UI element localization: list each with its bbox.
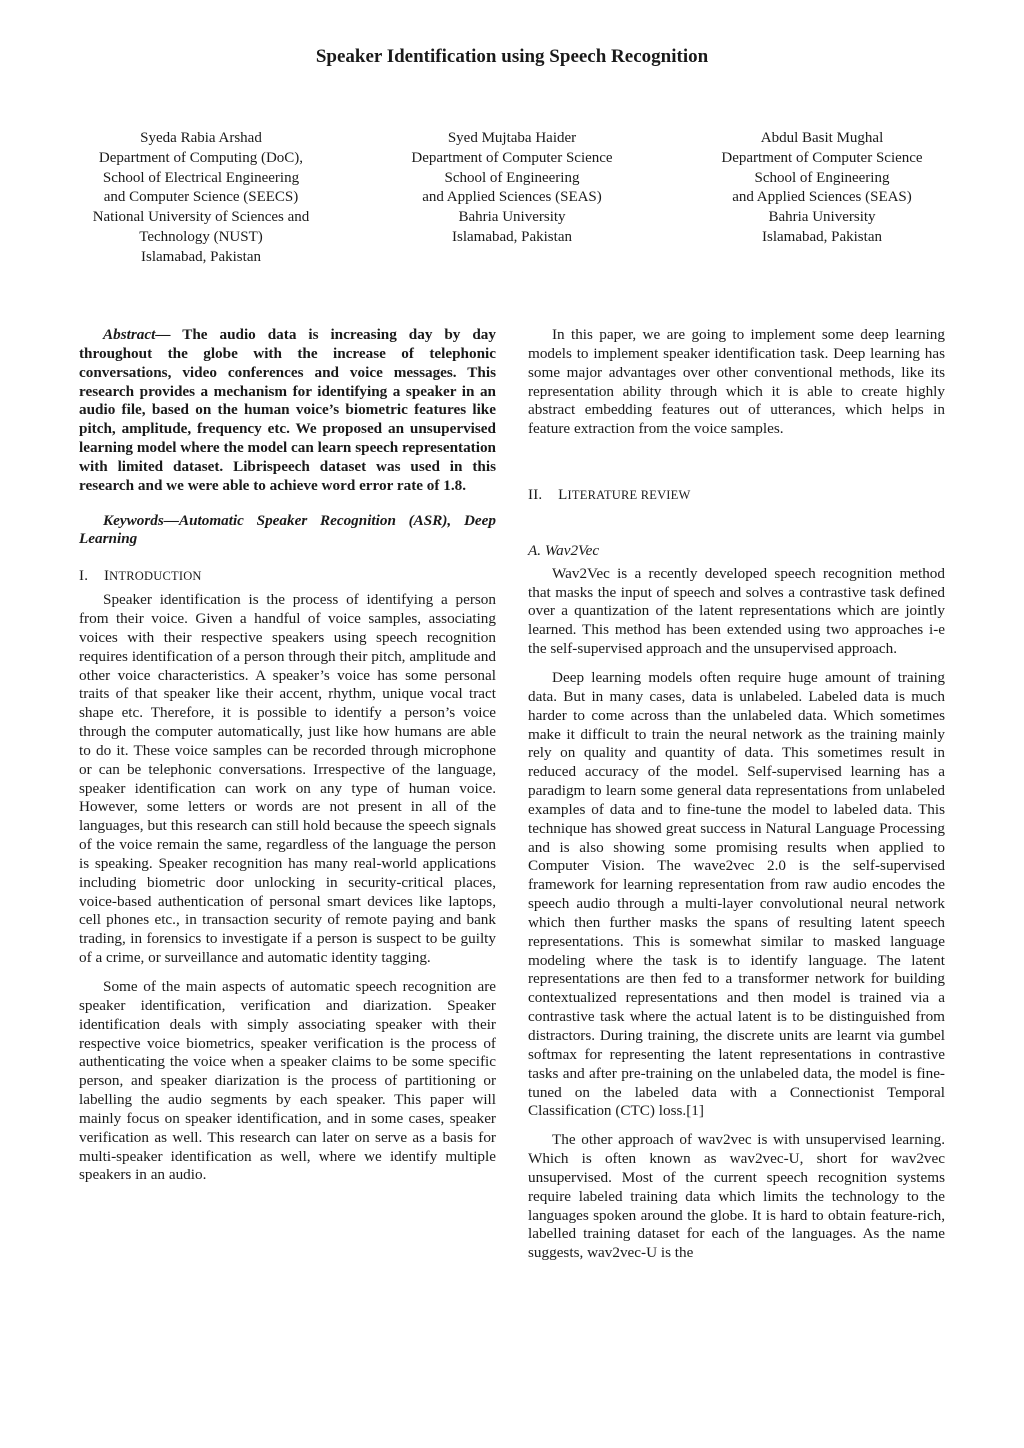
- author-name: Syed Mujtaba Haider: [447, 130, 577, 146]
- paragraph: The other approach of wav2vec is with unsupervised learning. Which is often known as wav2vec-U, short for wav2vec unsupervised. Most of the current speech recognition systems require labeled training data which limits the technology to the languages spoken around the globe. It is hard to obtain feature-rich, labelled training dataset for each of the languages. As the name suggests, wav2vec-U is the: [528, 1131, 945, 1262]
- section-title-rest: NTRODUCTION: [109, 569, 202, 584]
- paragraph: Wav2Vec is a recently developed speech recognition method that masks the input of speech and solves a contrastive task defined over a quantization of the latent representations which are jointly learned. This method has been extended using two approaches i-e the self-supervised approach and the unsupervised approach.: [528, 564, 945, 658]
- author-affiliation-line: School of Engineering: [754, 169, 890, 186]
- author-affiliation-line: Islamabad, Pakistan: [452, 228, 572, 245]
- author-affiliation-line: Islamabad, Pakistan: [141, 248, 261, 265]
- section-heading-introduction: [79, 567, 496, 586]
- author-block-1: [61, 129, 341, 268]
- author-affiliation-line: Bahria University: [768, 209, 876, 226]
- author-affiliation-line: School of Electrical Engineering: [102, 169, 300, 186]
- abstract-label: Abstract—: [103, 326, 171, 343]
- author-affiliation-line: Department of Computer Science: [411, 149, 613, 166]
- author-affiliation-line: Technology (NUST): [139, 228, 263, 245]
- author-affiliation-line: Bahria University: [458, 209, 566, 226]
- paragraph: Deep learning models often require huge amount of training data. But in many cases, data is unlabeled. Labeled data is much harder to come across than the unlabeled data. Which sometimes make it difficult to train the neural network as the training mainly rely on quality and quantity of data. This sometimes result in reduced accuracy of the model. Self-supervised learning has a paradigm to learn some general data representations from unlabeled examples of data and to fine-tune the model to labeled data. This technique has showed great success in Natural Language Processing and is also showing some promising results when applied to Computer Vision. The wave2vec 2.0 is the self-supervised framework for learning representation from raw audio encodes the speech audio through a multi-layer convolutional neural network which then further masks the spans of resulting latent speech representations. This is somewhat similar to masked language modeling where the task is to identify language. The latent representations are then fed to a transformer network for building contextualized representations and then model is trained via a contrastive task where the actual latent is to be distinguished from distractors. During training, the discrete units are learnt via gumbel softmax for representing the latent representations in contrastive tasks and after pre-training on the unlabeled data, the model is fine-tuned on the labeled data with a Connectionist Temporal Classification (CTC) loss.[1]: [528, 668, 945, 1120]
- left-column: [79, 326, 496, 1185]
- paragraph: Speaker identification is the process of identifying a person from their voice. Given a handful of voice samples, associating voices with their respective speakers using speech recognition requires identification of a person through their pitch, amplitude and other voice characteristics. A speaker’s voice has some personal traits of that speaker like their accent, rhythm, unique vocal tract shape etc. Therefore, it is possible to identify a person’s voice through the computer automatically, just like how humans are able to do it. These voice samples can be recorded through microphone or can be telephonic conversations. Irrespective of the language, speaker identification can work on any type of human voice. However, some letters or words are not present in all of the languages, but this research can still hold because the speech signals of the voice remain the same, regardless of the language the person is speaking. Speaker recognition has many real-world applications including biometric door unlocking in security-critical places, voice-based authentication of personal smart devices like laptops, cell phones etc., in transaction security of remote paying and bank trading, in forensics to investigate if a person is suspect to be guilty of a crime, or surveillance and automatic identity tagging.: [79, 591, 496, 967]
- author-affiliation-line: School of Engineering: [444, 169, 580, 186]
- section-title-rest: ITERATURE REVIEW: [567, 488, 691, 503]
- paragraph: In this paper, we are going to implement some deep learning models to implement speaker identification task. Deep learning has some major advantages over other conventional methods, like its representation ability through which it is able to create highly abstract embedding features out of utterances, which helps in feature extraction from the voice samples.: [528, 326, 945, 438]
- section-title-initial: I: [103, 568, 110, 585]
- keywords: Keywords—Automatic Speaker Recognition (ASR), Deep Learning: [79, 511, 496, 548]
- author-affiliation-line: and Computer Science (SEECS): [103, 189, 299, 206]
- author-affiliation-line: National University of Sciences and: [92, 209, 310, 226]
- abstract: [79, 326, 496, 496]
- subsection-heading-wav2vec: A. Wav2Vec: [528, 541, 600, 559]
- abstract-text: The audio data is increasing day by day throughout the globe with the increase of telephonic conversations, video conferences and voice messages. This research provides a mechanism for identifying a speaker in an audio file, based on the human voice’s biometric features like pitch, amplitude, frequency etc. We proposed an unsupervised learning model where the model can learn speech representation with limited dataset. Librispeech dataset was used in this research and we were able to achieve word error rate of 1.8.: [79, 326, 496, 494]
- section-number: II.: [528, 487, 543, 504]
- author-affiliation-line: Islamabad, Pakistan: [762, 228, 882, 245]
- right-column: [528, 326, 945, 1263]
- author-affiliation-line: and Applied Sciences (SEAS): [422, 189, 602, 206]
- paper-title: Speaker Identification using Speech Recognition: [315, 46, 709, 67]
- paragraph: Some of the main aspects of automatic speech recognition are speaker identification, verification and diarization. Speaker identification deals with simply associating speaker with their respective voice biometrics, speaker verification is the process of authenticating the voice when a speaker claims to be some specific person, and speaker diarization is the process of partitioning or labelling the audio segments by each speaker. This paper will mainly focus on speaker identification, and in some cases, speaker verification as well. This research can later on serve as a basis for multi-speaker identification as well, where we identify multiple speakers in an audio.: [79, 978, 496, 1184]
- section-title-initial: L: [558, 487, 568, 504]
- author-affiliation-line: Department of Computer Science: [721, 149, 923, 166]
- author-affiliation-line: Department of Computing (DoC),: [98, 149, 304, 166]
- author-affiliation-line: and Applied Sciences (SEAS): [732, 189, 912, 206]
- section-number: I.: [79, 568, 89, 585]
- author-name: Abdul Basit Mughal: [760, 130, 884, 146]
- author-block-3: [682, 129, 962, 248]
- section-heading-literature-review: [528, 486, 945, 505]
- author-name: Syeda Rabia Arshad: [140, 130, 262, 146]
- author-block-2: [372, 129, 652, 248]
